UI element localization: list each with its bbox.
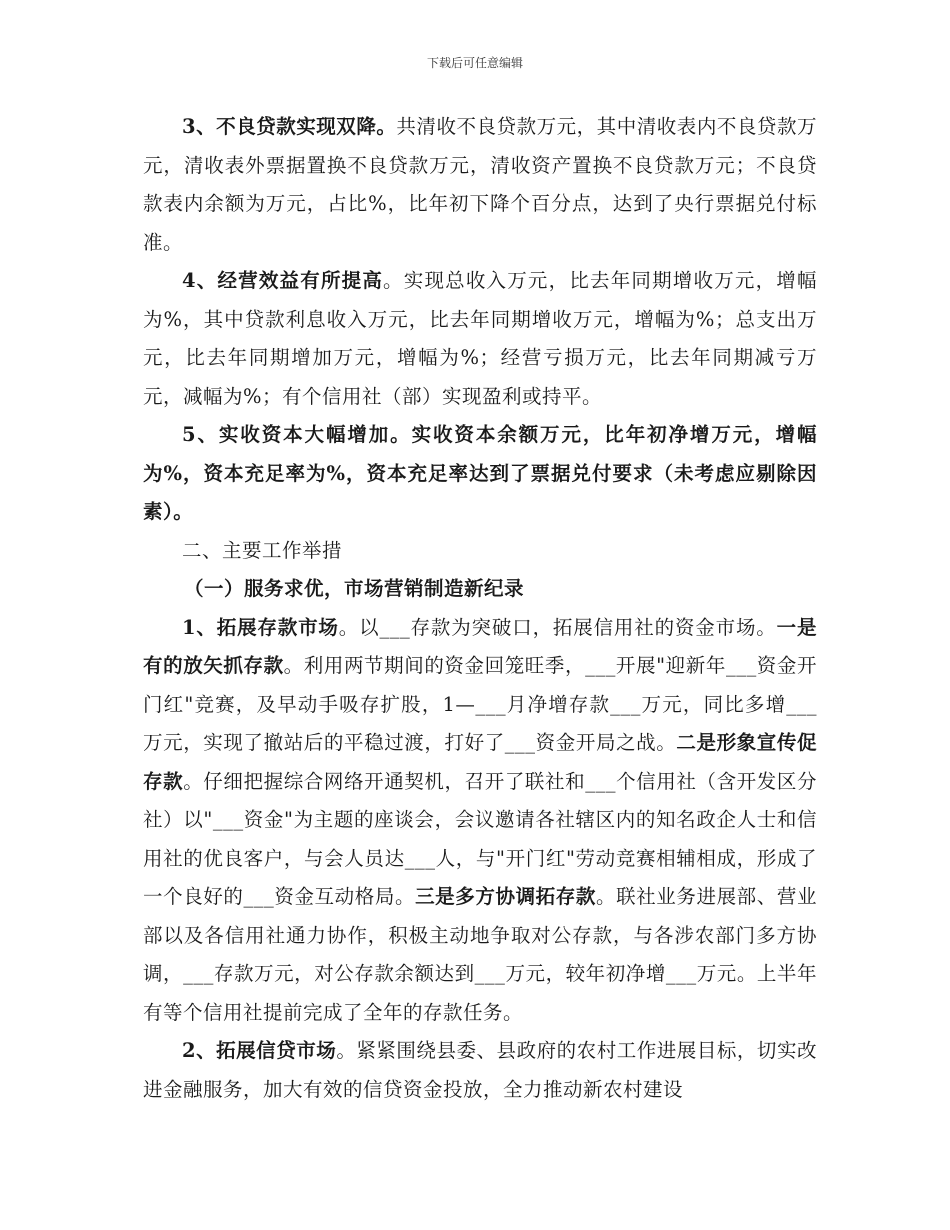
- paragraph-title: 2、拓展信贷市场: [182, 1039, 337, 1062]
- paragraph-operating-efficiency: [143, 262, 817, 416]
- point-title: 三是多方协调拓存款: [415, 885, 596, 908]
- point-text: 。联社业务进展部、营业部以及各信用社通力协作，积极主动地争取对公存款，与各涉农部门多方协调，___存款万元，对公存款余额达到___万元，较年初净增___万元。上半年有等个信用社提前完成了全年的存款任务。: [143, 885, 817, 1024]
- paragraph-deposit-market: [143, 609, 817, 1033]
- paragraph-title: 3、不良贷款实现双降。: [182, 115, 397, 138]
- point-title: 一是有的放矢抓存款: [143, 615, 817, 677]
- paragraph-text: 。实现总收入万元，比去年同期增收万元，增幅为%，其中贷款利息收入万元，比去年同期增收万元，增幅为%；总支出万元，比去年同期增加万元，增幅为%；经营亏损万元，比去年同期减亏万元，减幅为%；有个信用社（部）实现盈利或持平。: [143, 269, 817, 408]
- document-body: [143, 108, 817, 1109]
- page-header: 下载后可任意编辑: [426, 56, 523, 70]
- point-text: 。利用两节期间的资金回笼旺季，___开展"迎新年___资金开门红"竞赛，及早动手吸存扩股，1—___月净增存款___万元，同比多增___万元，实现了撤站后的平稳过渡，打好了___资金开局之战。: [143, 654, 817, 754]
- paragraph-bad-loans: [143, 108, 817, 262]
- point-title: 二是形象宣传促存款: [143, 731, 817, 793]
- section-heading: 二、主要工作举措: [182, 538, 343, 562]
- paragraph-title: 1、拓展存款市场: [182, 615, 339, 639]
- subsection-heading: （一）服务求优，市场营销制造新纪录: [183, 577, 524, 600]
- paragraph-title: 4、经营效益有所提高: [182, 269, 384, 292]
- paragraph-paid-in-capital: 5、实收资本大幅增加。实收资本余额万元，比年初净增万元，增幅为%，资本充足率为%，资本充足率达到了票据兑付要求（未考虑应剔除因素）。: [143, 423, 817, 523]
- paragraph-text: 。紧紧围绕县委、县政府的农村工作进展目标，切实改进金融服务，加大有效的信贷资金投放，全力推动新农村建设: [143, 1039, 817, 1101]
- point-text: 。仔细把握综合网络开通契机，召开了联社和___个信用社（含开发区分社）以"___资金"为主题的座谈会，会议邀请各社辖区内的知名政企人士和信用社的优良客户，与会人员达___人，与"开门红"劳动竞赛相辅相成，形成了一个良好的___资金互动格局。: [143, 769, 817, 908]
- paragraph-text: 共清收不良贷款万元，其中清收表内不良贷款万元，清收表外票据置换不良贷款万元，清收资产置换不良贷款万元；不良贷款表内余额为万元，占比%，比年初下降个百分点，达到了央行票据兑付标准。: [143, 115, 817, 254]
- paragraph-text: 。以___存款为突破口，拓展信用社的资金市场。: [338, 615, 777, 639]
- paragraph-credit-market: [143, 1032, 817, 1109]
